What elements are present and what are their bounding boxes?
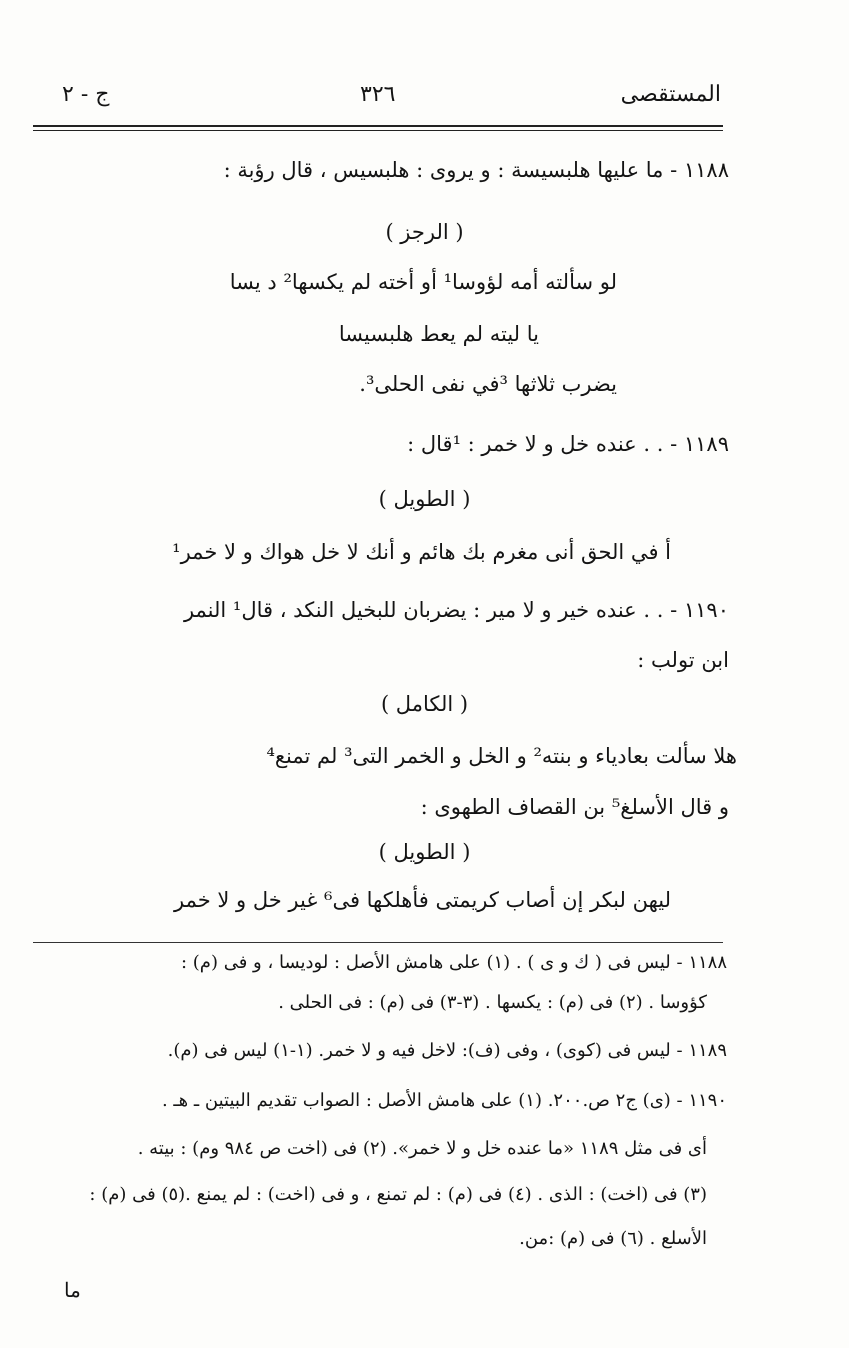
footnote-line: (٣) فى (اخت) : الذى . (٤) فى (م) : لم تمنع ، و فى (اخت) : لم يمنع .(٥) فى (م) :	[89, 1184, 707, 1205]
page-number: ٣٢٦	[360, 82, 396, 107]
entry-1189-heading: ١١٨٩ - . . عنده خل و لا خمر : ¹قال :	[407, 432, 729, 456]
meter-label: ( الطويل )	[378, 487, 471, 511]
entry-1188-heading: ١١٨٨ - ما عليها هلبسيسة : و يروى : هلبسيس ، قال رؤبة :	[223, 158, 729, 182]
catchword: ما	[64, 1278, 81, 1302]
footnote-line: الأسلع . (٦) فى (م) :من.	[519, 1228, 707, 1249]
header-rule-thin	[33, 130, 723, 131]
entry-1190-heading: ١١٩٠ - . . عنده خير و لا مير : يضربان للبخيل النكد ، قال¹ النمر	[183, 598, 729, 622]
header-rule	[33, 125, 723, 127]
meter-label: ( الطويل )	[378, 840, 471, 864]
volume-label: ج - ٢	[62, 82, 110, 107]
verse-line: هلا سألت بعادياء و بنته² و الخل و الخمر التى³ لم تمنع⁴	[266, 744, 737, 768]
body-line: و قال الأسلغ⁵ بن القصاف الطهوى :	[420, 795, 729, 819]
verse-line: يا ليته لم يعط هلبسيسا	[338, 322, 539, 346]
meter-label: ( الرجز )	[385, 220, 464, 244]
footnote-line: كؤوسا . (٢) فى (م) : يكسها . (٣-٣) فى (م) : فى الحلى .	[278, 992, 707, 1013]
verse-line: ليهن لبكر إن أصاب كريمتى فأهلكها فى⁶ غير خل و لا خمر	[174, 888, 671, 912]
footnote-rule	[33, 942, 723, 943]
body-line: ابن تولب :	[637, 648, 729, 672]
footnote-line: ١١٨٩ - ليس فى (كوى) ، وفى (ف): لاخل فيه و لا خمر. (١-١) ليس فى (م).	[167, 1040, 727, 1061]
body-line: يضرب ثلاثها ³في نفى الحلى³.	[359, 372, 617, 396]
verse-line: أ في الحق أنى مغرم بك هائم و أنك لا خل هواك و لا خمر¹	[172, 540, 671, 564]
footnote-line: ١١٨٨ - ليس فى ( ك و ى ) . (١) على هامش الأصل : لوديسا ، و فى (م) :	[181, 952, 727, 973]
verse-line: لو سألته أمه لؤوسا¹ أو أخته لم يكسها² د يسا	[229, 270, 617, 294]
footnote-line: أى فى مثل ١١٨٩ «ما عنده خل و لا خمر». (٢) فى (اخت ص ٩٨٤ وم) : بيته .	[137, 1138, 707, 1159]
running-title: المستقصى	[620, 82, 721, 107]
footnote-line: ١١٩٠ - (ى) ج٢ ص.٢٠٠. (١) على هامش الأصل : الصواب تقديم البيتين ـ هـ .	[161, 1090, 727, 1111]
meter-label: ( الكامل )	[380, 692, 469, 716]
